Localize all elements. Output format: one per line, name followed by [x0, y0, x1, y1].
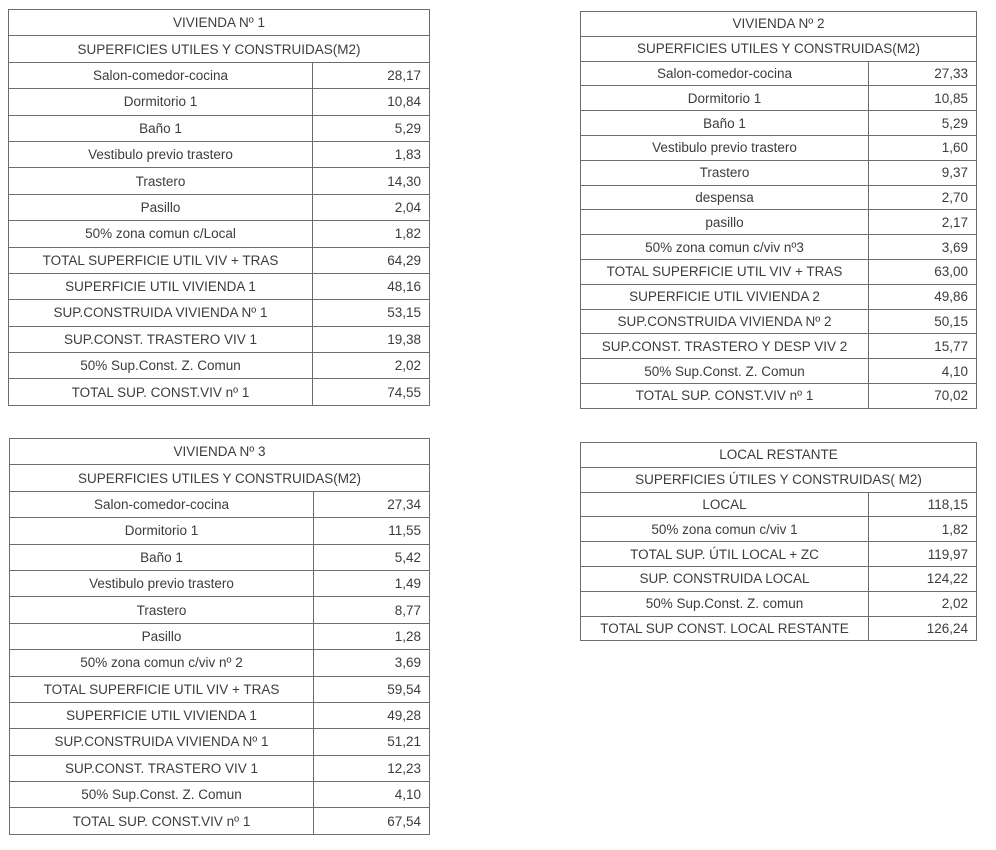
row-value: 1,82 [869, 517, 977, 542]
table-row [10, 570, 430, 596]
row-value: 2,04 [313, 194, 430, 220]
row-label: 50% Sup.Const. Z. comun [581, 591, 869, 616]
row-label: TOTAL SUPERFICIE UTIL VIV + TRAS [9, 247, 313, 273]
row-label: Salon-comedor-cocina [10, 491, 314, 517]
table-row [9, 300, 430, 326]
row-value: 53,15 [313, 300, 430, 326]
row-value: 5,29 [869, 111, 977, 136]
table-row [581, 383, 977, 408]
row-label: Pasillo [10, 623, 314, 649]
table-subtitle: SUPERFICIES UTILES Y CONSTRUIDAS(M2) [581, 36, 977, 61]
table-body [581, 443, 977, 641]
table-row [581, 61, 977, 86]
row-value: 50,15 [869, 309, 977, 334]
table-row [10, 518, 430, 544]
row-value: 2,17 [869, 210, 977, 235]
table-vivienda-2 [580, 11, 977, 409]
row-label: Vestibulo previo trastero [581, 135, 869, 160]
row-value: 9,37 [869, 160, 977, 185]
table-row [581, 517, 977, 542]
row-label: TOTAL SUPERFICIE UTIL VIV + TRAS [581, 259, 869, 284]
table-row [9, 326, 430, 352]
row-value: 74,55 [313, 379, 430, 405]
table-row [9, 379, 430, 405]
row-value: 28,17 [313, 62, 430, 88]
row-value: 1,28 [314, 623, 430, 649]
table-row [581, 210, 977, 235]
table-row [10, 544, 430, 570]
row-label: 50% Sup.Const. Z. Comun [581, 359, 869, 384]
table-local-restante [580, 442, 977, 641]
row-label: despensa [581, 185, 869, 210]
row-value: 3,69 [869, 235, 977, 260]
table-row [10, 782, 430, 808]
table-row [581, 111, 977, 136]
table-row [10, 729, 430, 755]
row-label: 50% zona comun c/viv 1 [581, 517, 869, 542]
row-value: 14,30 [313, 168, 430, 194]
row-value: 63,00 [869, 259, 977, 284]
row-value: 64,29 [313, 247, 430, 273]
row-value: 8,77 [314, 597, 430, 623]
row-label: 50% zona comun c/viv nº3 [581, 235, 869, 260]
row-value: 49,86 [869, 284, 977, 309]
row-value: 1,83 [313, 141, 430, 167]
table-body [10, 439, 430, 835]
row-label: 50% Sup.Const. Z. Comun [10, 782, 314, 808]
table-row [10, 597, 430, 623]
row-value: 3,69 [314, 650, 430, 676]
table-row [9, 353, 430, 379]
table-title: VIVIENDA Nº 1 [9, 10, 430, 36]
table-row [10, 650, 430, 676]
row-value: 126,24 [869, 616, 977, 641]
table-body [9, 10, 430, 406]
row-value: 1,82 [313, 221, 430, 247]
table-row [9, 89, 430, 115]
row-label: TOTAL SUP. CONST.VIV nº 1 [10, 808, 314, 834]
row-value: 11,55 [314, 518, 430, 544]
table-row [9, 141, 430, 167]
row-label: SUP.CONST. TRASTERO VIV 1 [10, 755, 314, 781]
row-label: 50% zona comun c/viv nº 2 [10, 650, 314, 676]
row-value: 27,34 [314, 491, 430, 517]
table-row [581, 235, 977, 260]
table-row [9, 273, 430, 299]
row-label: TOTAL SUP CONST. LOCAL RESTANTE [581, 616, 869, 641]
row-label: Pasillo [9, 194, 313, 220]
row-value: 2,02 [313, 353, 430, 379]
table-row [581, 566, 977, 591]
row-label: SUPERFICIE UTIL VIVIENDA 2 [581, 284, 869, 309]
row-label: 50% Sup.Const. Z. Comun [9, 353, 313, 379]
row-label: Baño 1 [581, 111, 869, 136]
row-label: SUP.CONSTRUIDA VIVIENDA Nº 1 [10, 729, 314, 755]
table-subtitle: SUPERFICIES ÚTILES Y CONSTRUIDAS( M2) [581, 467, 977, 492]
table-row [581, 359, 977, 384]
row-value: 119,97 [869, 542, 977, 567]
table-row [10, 808, 430, 834]
row-value: 27,33 [869, 61, 977, 86]
row-value: 67,54 [314, 808, 430, 834]
table-row [10, 755, 430, 781]
table-row [9, 247, 430, 273]
row-label: Salon-comedor-cocina [9, 62, 313, 88]
table-title: LOCAL RESTANTE [581, 443, 977, 468]
table-row [581, 259, 977, 284]
table-row [581, 591, 977, 616]
row-label: Vestibulo previo trastero [9, 141, 313, 167]
row-label: SUP. CONSTRUIDA LOCAL [581, 566, 869, 591]
row-label: TOTAL SUP. ÚTIL LOCAL + ZC [581, 542, 869, 567]
row-value: 2,70 [869, 185, 977, 210]
row-value: 59,54 [314, 676, 430, 702]
row-label: Dormitorio 1 [10, 518, 314, 544]
table-row [581, 135, 977, 160]
row-value: 2,02 [869, 591, 977, 616]
row-value: 15,77 [869, 334, 977, 359]
row-value: 10,84 [313, 89, 430, 115]
table-title: VIVIENDA Nº 2 [581, 12, 977, 37]
row-value: 5,29 [313, 115, 430, 141]
table-row [9, 115, 430, 141]
row-label: TOTAL SUP. CONST.VIV nº 1 [9, 379, 313, 405]
row-value: 12,23 [314, 755, 430, 781]
table-row [9, 168, 430, 194]
row-value: 5,42 [314, 544, 430, 570]
row-label: Baño 1 [9, 115, 313, 141]
row-value: 49,28 [314, 702, 430, 728]
table-row [10, 623, 430, 649]
row-label: Dormitorio 1 [581, 86, 869, 111]
table-row [10, 702, 430, 728]
row-label: SUPERFICIE UTIL VIVIENDA 1 [9, 273, 313, 299]
table-row [9, 194, 430, 220]
row-value: 1,49 [314, 570, 430, 596]
table-row [9, 62, 430, 88]
table-row [10, 676, 430, 702]
row-label: Trastero [10, 597, 314, 623]
row-value: 48,16 [313, 273, 430, 299]
row-label: Dormitorio 1 [9, 89, 313, 115]
row-label: SUPERFICIE UTIL VIVIENDA 1 [10, 702, 314, 728]
row-value: 4,10 [314, 782, 430, 808]
row-label: SUP.CONSTRUIDA VIVIENDA Nº 2 [581, 309, 869, 334]
row-value: 10,85 [869, 86, 977, 111]
table-body [581, 12, 977, 409]
table-row [581, 86, 977, 111]
table-row [581, 284, 977, 309]
row-value: 4,10 [869, 359, 977, 384]
table-row [581, 309, 977, 334]
table-row [581, 160, 977, 185]
table-row [581, 185, 977, 210]
table-vivienda-3 [9, 438, 430, 835]
row-label: Trastero [9, 168, 313, 194]
row-label: 50% zona comun c/Local [9, 221, 313, 247]
table-row [581, 492, 977, 517]
row-label: Trastero [581, 160, 869, 185]
table-subtitle: SUPERFICIES UTILES Y CONSTRUIDAS(M2) [9, 36, 430, 62]
table-row [9, 221, 430, 247]
table-title: VIVIENDA Nº 3 [10, 439, 430, 465]
table-row [10, 491, 430, 517]
row-value: 124,22 [869, 566, 977, 591]
row-label: pasillo [581, 210, 869, 235]
row-label: SUP.CONST. TRASTERO VIV 1 [9, 326, 313, 352]
row-label: Salon-comedor-cocina [581, 61, 869, 86]
table-row [581, 542, 977, 567]
row-label: SUP.CONST. TRASTERO Y DESP VIV 2 [581, 334, 869, 359]
row-value: 118,15 [869, 492, 977, 517]
row-label: Baño 1 [10, 544, 314, 570]
row-label: TOTAL SUPERFICIE UTIL VIV + TRAS [10, 676, 314, 702]
table-vivienda-1 [8, 9, 430, 406]
row-label: Vestibulo previo trastero [10, 570, 314, 596]
row-value: 19,38 [313, 326, 430, 352]
table-subtitle: SUPERFICIES UTILES Y CONSTRUIDAS(M2) [10, 465, 430, 491]
table-row [581, 334, 977, 359]
row-value: 1,60 [869, 135, 977, 160]
table-row [581, 616, 977, 641]
row-label: TOTAL SUP. CONST.VIV nº 1 [581, 383, 869, 408]
row-value: 70,02 [869, 383, 977, 408]
row-label: LOCAL [581, 492, 869, 517]
row-label: SUP.CONSTRUIDA VIVIENDA Nº 1 [9, 300, 313, 326]
row-value: 51,21 [314, 729, 430, 755]
